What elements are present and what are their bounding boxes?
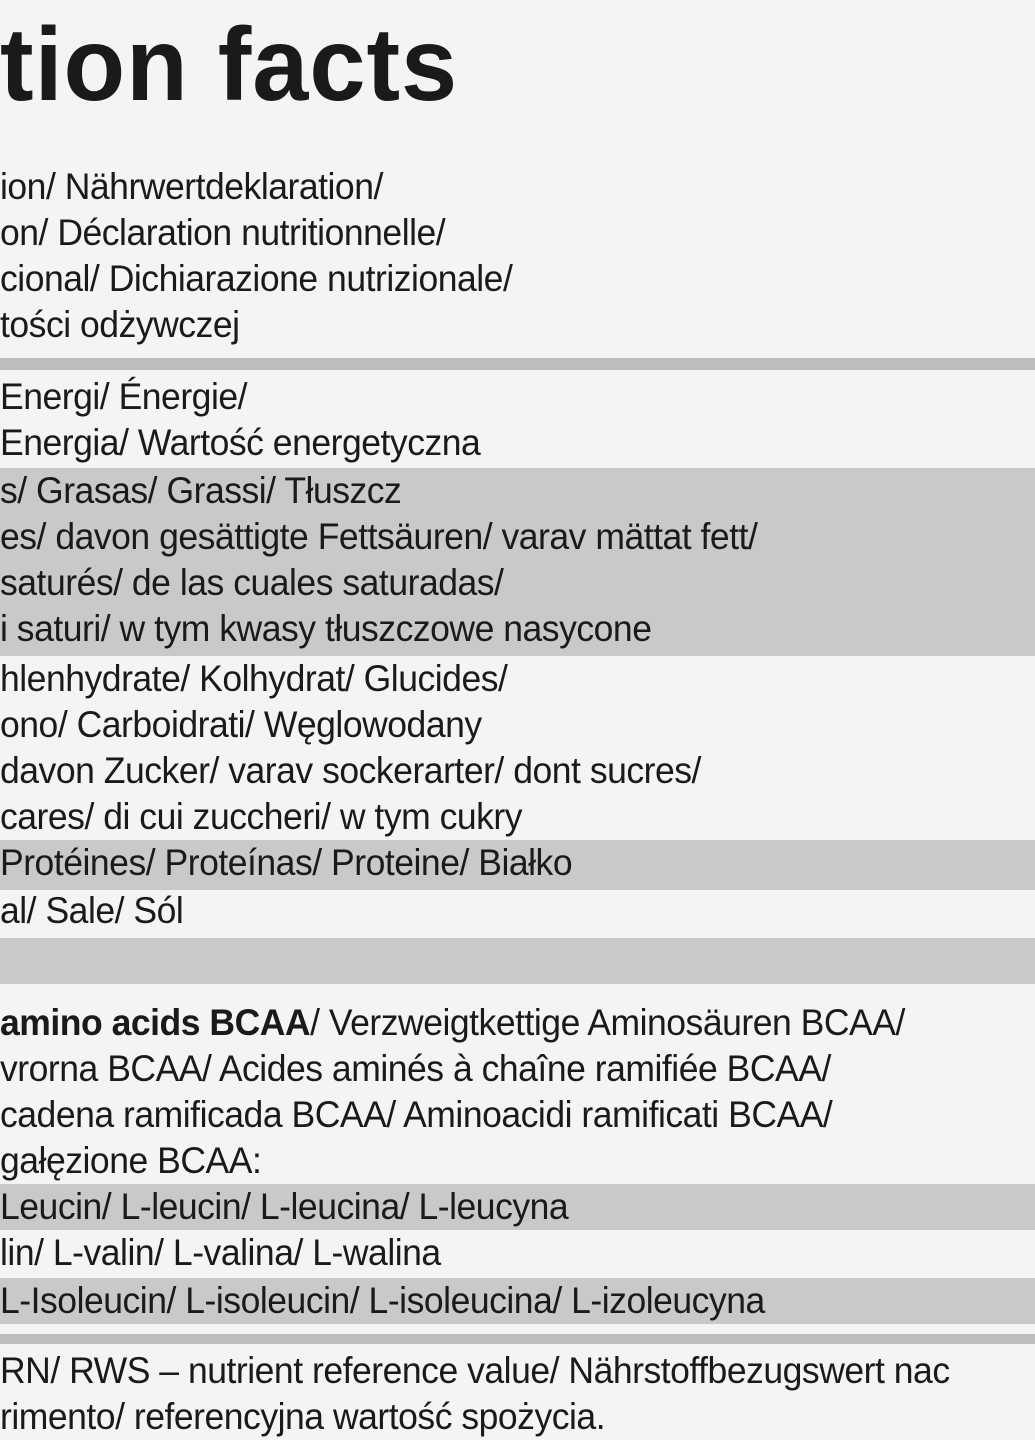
energy-line: Energia/ Wartość energetyczna xyxy=(0,422,481,463)
row-protein xyxy=(0,840,1035,890)
bcaa-line: gałęzione BCAA: xyxy=(0,1140,262,1181)
footer-line: RN/ RWS – nutrient reference value/ Nährstoffbezugswert nac xyxy=(0,1350,950,1391)
fat-line: i saturi/ w tym kwasy tłuszczowe nasycone xyxy=(0,608,652,649)
header-line: on/ Déclaration nutritionnelle/ xyxy=(0,212,446,253)
carbs-line: davon Zucker/ varav sockerarter/ dont sucres/ xyxy=(0,750,701,791)
bcaa-line: cadena ramificada BCAA/ Aminoacidi ramificati BCAA/ xyxy=(0,1094,833,1135)
row-energy xyxy=(0,374,1035,466)
salt-line: al/ Sale/ Sól xyxy=(0,890,184,931)
row-carbs xyxy=(0,656,1035,840)
footer-block xyxy=(0,1348,1035,1440)
row-valine xyxy=(0,1230,1035,1276)
row-salt xyxy=(0,888,1035,934)
leucine-line: Leucin/ L-leucin/ L-leucina/ L-leucyna xyxy=(0,1186,569,1227)
header-line: tości odżywczej xyxy=(0,304,240,345)
fat-line: s/ Grasas/ Grassi/ Tłuszcz xyxy=(0,470,402,511)
carbs-line: cares/ di cui zuccheri/ w tym cukry xyxy=(0,796,523,837)
row-isoleucine xyxy=(0,1278,1035,1324)
fat-line: es/ davon gesättigte Fettsäuren/ varav mättat fett/ xyxy=(0,516,758,557)
protein-line: Protéines/ Proteínas/ Proteine/ Białko xyxy=(0,842,573,883)
energy-line: Energi/ Énergie/ xyxy=(0,376,248,417)
header-block xyxy=(0,164,1035,348)
valine-line: lin/ L-valin/ L-valina/ L-walina xyxy=(0,1232,441,1273)
row-bcaa xyxy=(0,1000,1035,1184)
page-title: tion facts xyxy=(0,7,459,123)
isoleucine-line: L-Isoleucin/ L-isoleucin/ L-isoleucina/ L-izoleucyna xyxy=(0,1280,765,1321)
divider xyxy=(0,1334,1035,1344)
divider xyxy=(0,358,1035,370)
header-line: cional/ Dichiarazione nutrizionale/ xyxy=(0,258,513,299)
row-fat xyxy=(0,468,1035,656)
fat-line: saturés/ de las cuales saturadas/ xyxy=(0,562,504,603)
divider xyxy=(0,938,1035,984)
bcaa-line: vrorna BCAA/ Acides aminés à chaîne ramifiée BCAA/ xyxy=(0,1048,831,1089)
header-line: ion/ Nährwertdeklaration/ xyxy=(0,166,383,207)
footer-line: rimento/ referencyjna wartość spożycia. xyxy=(0,1396,606,1437)
bcaa-rest: / Verzweigtkettige Aminosäuren BCAA/ xyxy=(310,1002,905,1043)
carbs-line: hlenhydrate/ Kolhydrat/ Glucides/ xyxy=(0,658,508,699)
bcaa-bold: amino acids BCAA xyxy=(0,1002,311,1043)
row-leucine xyxy=(0,1184,1035,1230)
bcaa-line xyxy=(0,1000,994,1046)
carbs-line: ono/ Carboidrati/ Węglowodany xyxy=(0,704,482,745)
